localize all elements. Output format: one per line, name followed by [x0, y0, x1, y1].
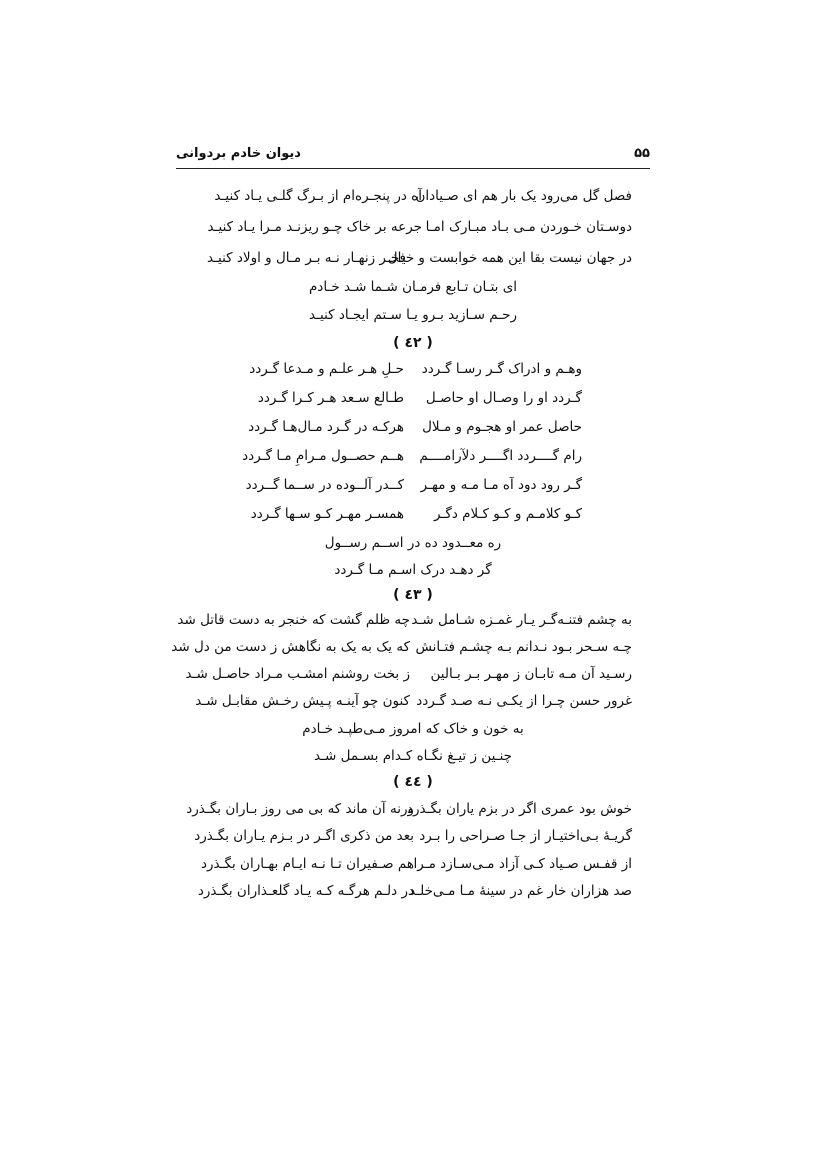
running-title: دیوان خادم بردوانی [176, 146, 301, 161]
hemistich-second: هرکـه در گـرد مـال‌هـا گـردد [248, 419, 404, 435]
hemistich-second: بعد من ذکری اگـر در بـزم یـاران بگـذرد [194, 828, 414, 844]
couplet [242, 475, 582, 495]
hemistich-first: حاصل عمر او هجـوم و مـلال [422, 419, 582, 435]
hemistich-second: که یک به یک به نگاهش ز دست من دل شد [171, 639, 410, 655]
ending-line: به خون و خاک که امروز مـی‌طپـد خـادم [302, 721, 524, 737]
hemistich-second: طـالع سـعد هـر کـرا گـردد [257, 390, 404, 406]
couplet [185, 664, 632, 684]
poem-number: ( ٤٤ ) [393, 774, 433, 790]
poem-number: ( ٤٢ ) [393, 335, 433, 351]
hemistich-second: ورنه آن ماند که بی می روز بـاران بگـذرد [186, 801, 414, 817]
hemistich-first: فصل گل می‌رود یک بار هم ای صـیادان [415, 188, 632, 204]
hemistich-first: گـر رود دود آه مـا مـه و مهـر [420, 477, 582, 493]
couplet [171, 637, 632, 657]
couplet [242, 359, 582, 379]
ending-line: ای بتـان تـابع فرمـان شـما شـد خـادم [308, 279, 518, 295]
hemistich-first: وهـم و ادراک گـر رسـا گـردد [421, 361, 582, 377]
couplet [192, 854, 632, 874]
couplet [192, 826, 632, 846]
couplet [192, 691, 632, 711]
hemistich-first: چـه سـحر بـود نـدانم بـه چشـم فتـانش [415, 639, 632, 655]
hemistich-first: صد هزاران خار غم در سینهٔ مـا مـی‌خلـد [409, 883, 632, 899]
hemistich-second: ز بخت روشنم امشـب مـراد حاصـل شـد [185, 666, 410, 682]
hemistich-first: رسـید آن مـه تابـان ز مهـر بـر بـالین [430, 666, 632, 682]
couplet [186, 799, 632, 819]
couplet [192, 186, 632, 206]
ending-line: رحـم سـازید بـرو یـا سـتم ایجـاد کنیـد [308, 307, 518, 323]
couplet [242, 417, 582, 437]
hemistich-second: کــدر آلــوده در ســما گــردد [245, 477, 404, 493]
hemistich-first: کـو کلامـم و کـو کـلام دگـر [434, 506, 582, 522]
couplet [242, 446, 582, 466]
couplet [177, 610, 632, 630]
hemistich-second: همسـر مهـر کـو سـها گـردد [250, 506, 404, 522]
page-header [176, 146, 650, 169]
ending-line: گر دهـد درک اسـم مـا گـردد [334, 562, 492, 578]
ending-line: ره معــدود ده در اســم رســول [324, 535, 502, 551]
hemistich-first: خوش بود عمری اگر در بزم یاران بگـذرد [406, 801, 632, 817]
hemistich-second: حـلِ هـر علـم و مـدعا گـردد [249, 361, 404, 377]
couplet [192, 217, 632, 237]
couplet [192, 881, 632, 901]
hemistich-first: غرور حسن چـرا از یکـی نـه صـد گـردد [416, 693, 632, 709]
hemistich-first: رام گــــردد اگــــر دلآرامــــم [419, 448, 582, 464]
hemistich-second: هم صـفیران تـا نـه ایـام بهـاران بگـذرد [200, 856, 414, 872]
hemistich-second: هــم حصــول مـرامِ مـا گـردد [242, 448, 404, 464]
hemistich-first: گریـهٔ بـی‌اختیـار از جـا صـراحی را بـرد [419, 828, 632, 844]
ending-line: چنـین ز تیـغ نگـاه کـدام بسـمل شـد [313, 748, 513, 764]
hemistich-second: در دلـم هرگـه کـه یـاد گلعـذاران بگـذرد [197, 883, 414, 899]
page-number: ۵۵ [634, 146, 650, 161]
hemistich-second: فخـر زنهـار نـه بـر مـال و اولاد کنیـد [206, 250, 406, 266]
poem-number: ( ٤٣ ) [393, 587, 433, 603]
hemistich-first: از قفـس صـیاد کـی آزاد مـی‌سـازد مـرا [413, 856, 632, 872]
couplet [242, 388, 582, 408]
hemistich-second: چه ظلم گشت که خنجر به دست قاتل شد [177, 612, 410, 628]
hemistich-first: دوسـتان خـوردن مـی بـاد مبـارک امـا [425, 219, 632, 235]
couplet [192, 248, 632, 268]
hemistich-second: جرعه بر خاک چـو ریزنـد مـرا یـاد کنیـد [207, 219, 422, 235]
hemistich-second: کنون چو آینـه پـیش رخـش مقابـل شـد [195, 693, 410, 709]
hemistich-first: گـردد او را وصـال او حاصـل [425, 390, 582, 406]
hemistich-second: آه در پنجـره‌ام از بـرگ گلـی یـاد کنیـد [214, 188, 422, 204]
hemistich-first: به چشم فتنـه‌گـر یـار غمـزه شـامل شـد [411, 612, 632, 628]
couplet [242, 504, 582, 524]
hemistich-first: در جهان نیست بقا این همه خوابست و خیال [387, 250, 632, 266]
